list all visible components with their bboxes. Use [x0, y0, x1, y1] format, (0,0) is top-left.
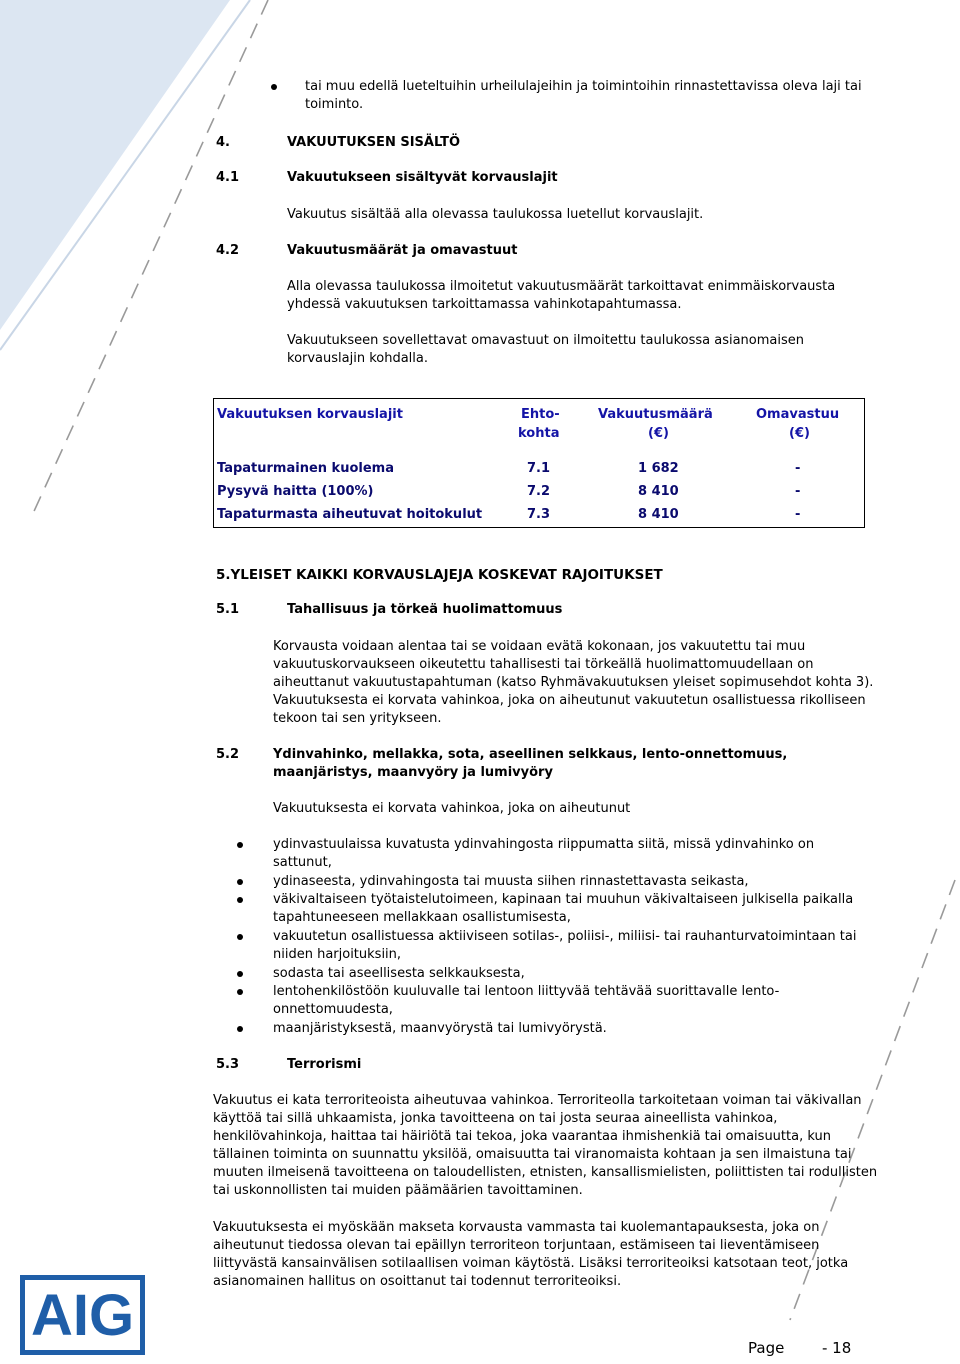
bullet-dot: [237, 989, 243, 995]
bullet-dot: [237, 842, 243, 848]
row-deductible: -: [795, 484, 801, 499]
section52-bullet: ydinvastuulaissa kuvatusta ydinvahingosta riippumatta siitä, missä ydinvahinko on: [273, 837, 815, 852]
table-header: [214, 399, 864, 459]
bullet-dot: [271, 84, 277, 90]
section42-p2-line2: korvauslajin kohdalla.: [287, 351, 429, 366]
coverage-table: [213, 398, 865, 528]
row-deductible: -: [795, 461, 801, 476]
row-name: Tapaturmainen kuolema: [217, 461, 394, 476]
section52-title-line1: Ydinvahinko, mellakka, sota, aseellinen selkkaus, lento-onnettomuus,: [273, 747, 788, 762]
section42-number: 4.2: [216, 243, 240, 258]
section52-number: 5.2: [216, 747, 240, 762]
section51-line: vakuutuskorvaukseen oikeutettu tahallisesti tai törkeällä huolimattomuudellaan on: [273, 657, 814, 672]
table-row: [214, 504, 864, 526]
bullet-dot: [237, 879, 243, 885]
section53-p2-line: liittyvästä kansainvälisen sotilaallisen voiman käytöstä. Lisäksi terroriteoiksi katsotaan teot, jotka: [213, 1256, 849, 1271]
aig-logo-graphic: [20, 1275, 145, 1355]
section51-line: Korvausta voidaan alentaa tai se voidaan evätä kokonaan, jos vakuutettu tai muu: [273, 639, 806, 654]
section41-title: Vakuutukseen sisältyvät korvauslajit: [287, 170, 558, 185]
section52-bullet: vakuutetun osallistuessa aktiiviseen sotilas-, poliisi-, miliisi- tai rauhanturvatoimintaan tai: [273, 929, 857, 944]
row-amount: 8 410: [638, 484, 679, 499]
bullet-dot: [237, 897, 243, 903]
header-vakuutusmaara-line2: (€): [648, 426, 669, 441]
row-name: Tapaturmasta aiheutuvat hoitokulut: [217, 507, 483, 522]
section53-p1-line: tällainen toiminta on suunnattu yksilöä, omaisuutta tai viranomaista kohtaan ja sen ilmaistuna tai: [213, 1147, 852, 1162]
section52-bullet-cont: tapahtuneeseen mellakkaan osallistumisesta,: [273, 910, 571, 925]
section41-text: Vakuutus sisältää alla olevassa taulukossa luetellut korvauslajit.: [287, 207, 704, 222]
section53-p1-line: henkilövahinkoja, haittaa tai häiriötä tai tekoa, joka vaarantaa ihmishenkiä tai omaisuutta, kun: [213, 1129, 831, 1144]
section53-title: Terrorismi: [287, 1057, 362, 1072]
section52-bullet: sodasta tai aseellisesta selkkauksesta,: [273, 966, 525, 981]
section53-p2-line: asianomainen hallitus on osoittanut tai todennut terroriteoiksi.: [213, 1274, 622, 1289]
section52-bullet-cont: sattunut,: [273, 855, 332, 870]
section51-number: 5.1: [216, 602, 240, 617]
section52-bullet-cont: onnettomuudesta,: [273, 1002, 393, 1017]
section53-number: 5.3: [216, 1057, 240, 1072]
table-row: [214, 481, 864, 503]
section52-bullet: ydinaseesta, ydinvahingosta tai muusta siihen rinnastettavasta seikasta,: [273, 874, 749, 889]
section41-number: 4.1: [216, 170, 240, 185]
page-number: - 18: [822, 1339, 852, 1357]
section42-p2-line1: Vakuutukseen sovellettavat omavastuut on ilmoitettu taulukossa asianomaisen: [287, 333, 804, 348]
section52-bullet: väkivaltaiseen työtaistelutoimeen, kapinaan tai muuhun väkivaltaiseen julkisella paikalla: [273, 892, 854, 907]
corner-decoration-fill: [0, 0, 230, 330]
row-deductible: -: [795, 507, 801, 522]
section53-p1-line: muuten ilmeisenä tavoitteena on taloudellisten, etnisten, kansallismielisten, poliittisten tai rodullisten: [213, 1165, 878, 1180]
section5-title: 5.YLEISET KAIKKI KORVAUSLAJEJA KOSKEVAT RAJOITUKSET: [216, 567, 663, 583]
bullet-dot: [237, 971, 243, 977]
section42-title: Vakuutusmäärät ja omavastuut: [287, 243, 518, 258]
section4-title: VAKUUTUKSEN SISÄLTÖ: [287, 135, 461, 150]
section52-bullet-cont: niiden harjoituksiin,: [273, 947, 402, 962]
section42-p1-line2: yhdessä vakuutuksen tarkoittamassa vahinkotapahtumassa.: [287, 297, 682, 312]
row-amount: 1 682: [638, 461, 679, 476]
section4-number: 4.: [216, 135, 230, 150]
section51-title: Tahallisuus ja törkeä huolimattomuus: [287, 602, 563, 617]
section53-p1-line: tai uskonnollisten tai muiden päämäärien tavoittaminen.: [213, 1183, 583, 1198]
header-ehtokohta-line1: Ehto-: [521, 407, 560, 422]
section53-p2-line: aiheutunut tiedossa olevan tai epäillyn terroriteon torjuntaan, estämiseen tai lieventämiseen: [213, 1238, 820, 1253]
section52-title-line2: maanjäristys, maanvyöry ja lumivyöry: [273, 765, 553, 780]
section51-line: aiheuttanut vakuutustapahtuman (katso Ryhmävakuutuksen yleiset sopimusehdot kohta 3).: [273, 675, 874, 690]
section53-p1-line: Vakuutus ei kata terroriteoista aiheutuvaa vahinkoa. Terroriteolla tarkoitetaan voiman tai väkivallan: [213, 1093, 862, 1108]
aig-logo-text: AIG: [30, 1283, 135, 1348]
row-clause: 7.3: [527, 507, 551, 522]
header-ehtokohta-line2: kohta: [518, 426, 560, 441]
top-bullet-line2: toiminto.: [305, 97, 364, 112]
section52-bullet: lentohenkilöstöön kuuluvalle tai lentoon liittyvää tehtävää suorittavalle lento-: [273, 984, 780, 999]
row-amount: 8 410: [638, 507, 679, 522]
row-name: Pysyvä haitta (100%): [217, 484, 374, 499]
header-korvauslajit: Vakuutuksen korvauslajit: [217, 407, 403, 422]
row-clause: 7.1: [527, 461, 551, 476]
header-omavastuu-line2: (€): [789, 426, 810, 441]
aig-logo: [20, 1275, 145, 1355]
row-clause: 7.2: [527, 484, 551, 499]
top-bullet-line1: tai muu edellä lueteltuihin urheilulajeihin ja toimintoihin rinnastettavissa oleva laji tai: [305, 79, 862, 94]
section53-p1-line: käyttöä tai sillä uhkaamista, jonka tavoitteena on tai josta seuraa aineellista vahinkoa,: [213, 1111, 778, 1126]
section51-line: Vakuutuksesta ei korvata vahinkoa, joka on aiheutunut vakuutetun osallistuessa rikolliseen: [273, 693, 866, 708]
bullet-dot: [237, 934, 243, 940]
section53-p2-line: Vakuutuksesta ei myöskään makseta korvausta vammasta tai kuolemantapauksesta, joka on: [213, 1220, 820, 1235]
bullet-dot: [237, 1026, 243, 1032]
page-label: Page: [748, 1339, 785, 1357]
section42-p1-line1: Alla olevassa taulukossa ilmoitetut vakuutusmäärät tarkoittavat enimmäiskorvausta: [287, 279, 836, 294]
header-omavastuu-line1: Omavastuu: [756, 407, 840, 422]
section51-line: tekoon tai sen yritykseen.: [273, 711, 442, 726]
table-row: [214, 458, 864, 480]
section52-bullet: maanjäristyksestä, maanvyörystä tai lumivyörystä.: [273, 1021, 607, 1036]
section52-intro: Vakuutuksesta ei korvata vahinkoa, joka on aiheutunut: [273, 801, 631, 816]
header-vakuutusmaara-line1: Vakuutusmäärä: [598, 407, 713, 422]
